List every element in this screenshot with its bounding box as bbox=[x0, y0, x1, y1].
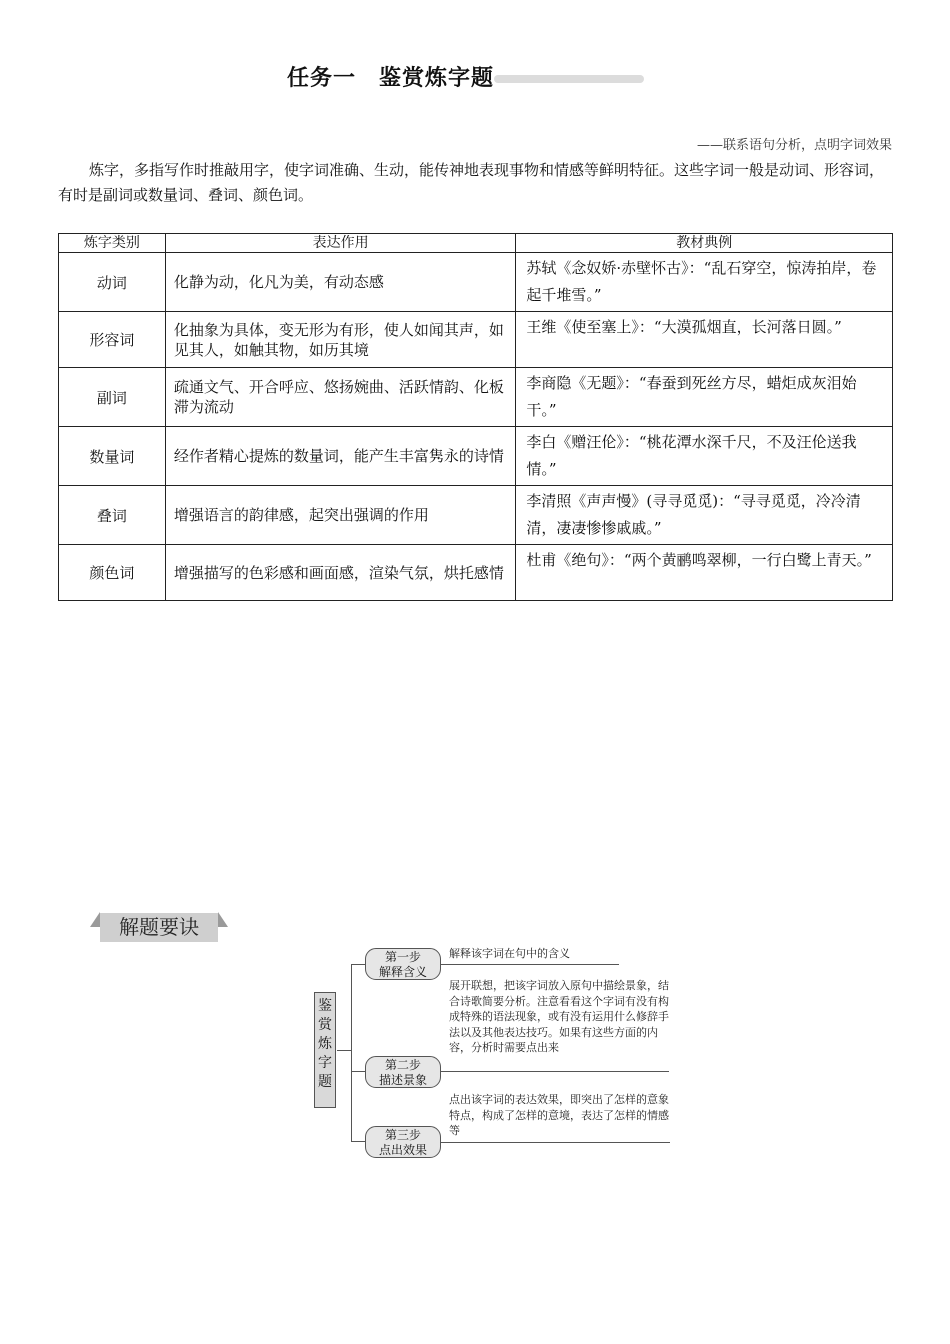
step-1-number: 第一步 bbox=[384, 950, 421, 964]
example-cell: 李商隐《无题》：“春蚕到死丝方尽，蜡炬成灰泪始干。” bbox=[516, 368, 893, 427]
method-diagram bbox=[300, 940, 680, 1170]
category-cell: 副词 bbox=[59, 368, 166, 427]
diagram-root-box bbox=[314, 992, 336, 1108]
branch-3 bbox=[351, 1141, 365, 1142]
step-3-description: 点出该字词的表达效果，即突出了怎样的意象特点，构成了怎样的意境，表达了怎样的情感等 bbox=[449, 1093, 669, 1137]
table-row bbox=[59, 312, 893, 368]
example-cell: 杜甫《绝句》：“两个黄鹂鸣翠柳，一行白鹭上青天。” bbox=[516, 545, 893, 601]
table-row bbox=[59, 486, 893, 545]
table-row bbox=[59, 427, 893, 486]
step-3-name: 点出效果 bbox=[378, 1143, 427, 1157]
example-cell: 李白《赠汪伦》：“桃花潭水深千尺，不及汪伦送我情。” bbox=[516, 427, 893, 486]
step-2-name: 描述景象 bbox=[378, 1073, 427, 1087]
root-char: 字 bbox=[318, 1055, 332, 1071]
root-char: 题 bbox=[318, 1074, 332, 1090]
branch-2 bbox=[351, 1071, 365, 1072]
category-cell: 形容词 bbox=[59, 312, 166, 368]
word-refining-table bbox=[58, 233, 893, 601]
branch-1 bbox=[351, 964, 365, 965]
step-3-underline bbox=[441, 1142, 670, 1143]
badge-label: 解题要诀 bbox=[119, 915, 199, 939]
example-cell: 苏轼《念奴娇·赤壁怀古》：“乱石穿空，惊涛拍岸，卷起千堆雪。” bbox=[516, 253, 893, 312]
branch-line bbox=[351, 964, 352, 1142]
step-2-box bbox=[365, 1056, 441, 1088]
category-cell: 动词 bbox=[59, 253, 166, 312]
table-row bbox=[59, 545, 893, 601]
example-cell: 王维《使至塞上》：“大漠孤烟直，长河落日圆。” bbox=[516, 312, 893, 368]
badge-right-corner bbox=[218, 912, 228, 927]
root-connector bbox=[337, 1050, 351, 1051]
intro-paragraph: 炼字，多指写作时推敲用字，使字词准确、生动，能传神地表现事物和情感等鲜明特征。这些字词一般是动词、形容词，有时是副词或数量词、叠词、颜色词。 bbox=[58, 161, 885, 204]
root-char: 鉴 bbox=[318, 998, 332, 1014]
step-3-box bbox=[365, 1126, 441, 1158]
step-3-number: 第三步 bbox=[384, 1128, 421, 1142]
effect-cell: 化静为动，化凡为美，有动态感 bbox=[165, 253, 516, 312]
example-cell: 李清照《声声慢》(寻寻觅觅)：“寻寻觅觅，冷冷清清，凄凄惨惨戚戚。” bbox=[516, 486, 893, 545]
category-cell: 数量词 bbox=[59, 427, 166, 486]
effect-cell: 疏通文气、开合呼应、悠扬婉曲、活跃情韵、化板滞为流动 bbox=[165, 368, 516, 427]
header-example: 教材典例 bbox=[516, 234, 893, 253]
title-decoration-bar bbox=[494, 75, 644, 83]
step-2-number: 第二步 bbox=[384, 1058, 421, 1072]
table-row bbox=[59, 253, 893, 312]
effect-cell: 增强语言的韵律感，起突出强调的作用 bbox=[165, 486, 516, 545]
subtitle: ——联系语句分析，点明字词效果 bbox=[696, 138, 892, 153]
step-1-name: 解释含义 bbox=[378, 965, 427, 979]
category-cell: 叠词 bbox=[59, 486, 166, 545]
section-badge bbox=[90, 911, 228, 943]
step-1-box bbox=[365, 948, 441, 980]
page-title-wrap bbox=[287, 60, 644, 92]
root-char: 炼 bbox=[318, 1036, 332, 1052]
category-cell: 颜色词 bbox=[59, 545, 166, 601]
header-effect: 表达作用 bbox=[165, 234, 516, 253]
step-2-underline bbox=[441, 1071, 669, 1072]
effect-cell: 增强描写的色彩感和画面感，渲染气氛，烘托感情 bbox=[165, 545, 516, 601]
table-header-row bbox=[59, 234, 893, 253]
page-title: 任务一 鉴赏炼字题 bbox=[287, 65, 495, 91]
table-row bbox=[59, 368, 893, 427]
step-1-description: 解释该字词在句中的含义 bbox=[449, 947, 570, 960]
step-1-underline bbox=[441, 964, 619, 965]
root-char: 赏 bbox=[318, 1017, 332, 1033]
effect-cell: 经作者精心提炼的数量词，能产生丰富隽永的诗情 bbox=[165, 427, 516, 486]
step-2-description: 展开联想，把该字词放入原句中描绘景象，结合诗歌简要分析。注意看看这个字词有没有构成特殊的语法现象，或有没有运用什么修辞手法以及其他表达技巧。如果有这些方面的内容，分析时需要点出来 bbox=[449, 979, 669, 1054]
effect-cell: 化抽象为具体，变无形为有形，使人如闻其声，如见其人，如触其物，如历其境 bbox=[165, 312, 516, 368]
badge-left-corner bbox=[90, 912, 100, 927]
header-category: 炼字类别 bbox=[59, 234, 166, 253]
